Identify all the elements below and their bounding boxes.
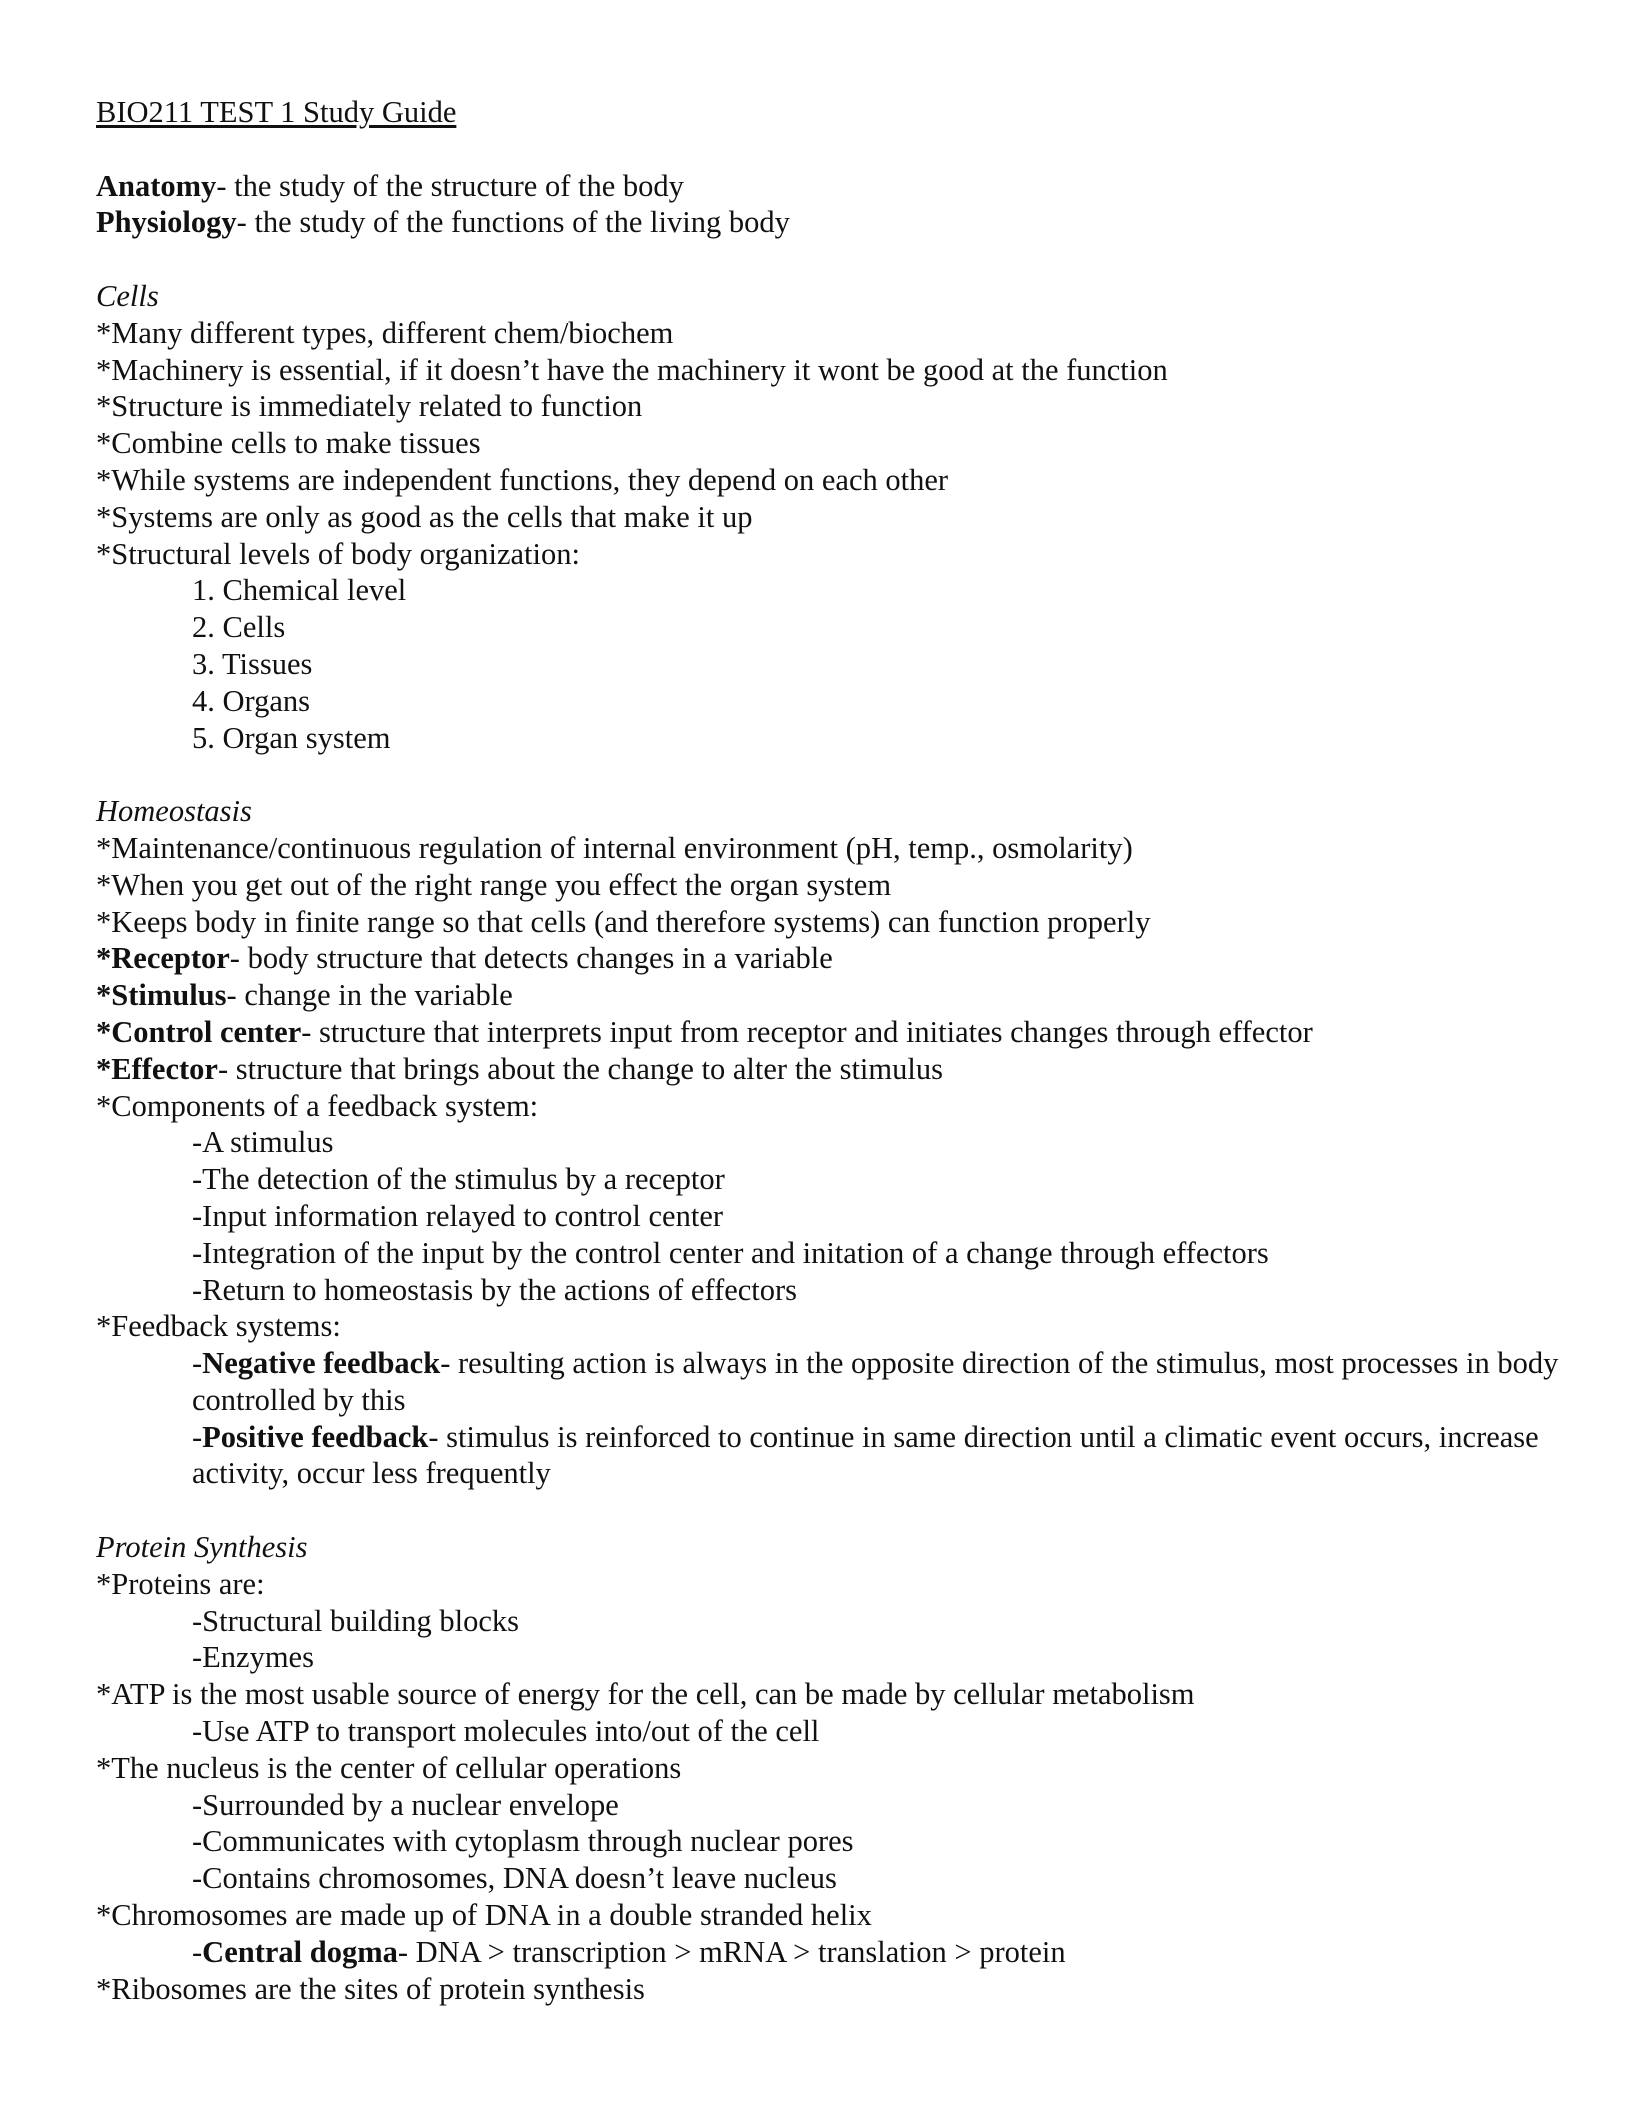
- numbered-item: 4. Organs: [192, 683, 311, 718]
- stimulus-definition: [96, 977, 1544, 1014]
- list-item: *The nucleus is the center of cellular operations: [96, 1750, 682, 1785]
- anatomy-term: Anatomy: [96, 168, 217, 203]
- receptor-definition: [96, 940, 1544, 977]
- physiology-definition: [96, 204, 1544, 241]
- sub-list-item: -Use ATP to transport molecules into/out of the cell: [192, 1714, 820, 1749]
- positive-dash: -: [192, 1419, 203, 1454]
- anatomy-def: - the study of the structure of the body: [216, 168, 684, 203]
- sub-list-item: -Communicates with cytoplasm through nuclear pores: [192, 1824, 854, 1859]
- stimulus-term: *Stimulus: [96, 978, 227, 1013]
- numbered-item: 1. Chemical level: [192, 573, 407, 608]
- positive-feedback-item: [96, 1419, 1612, 1493]
- sub-list-item: -Enzymes: [192, 1640, 314, 1675]
- numbered-item: 2. Cells: [192, 610, 286, 645]
- list-item: *Components of a feedback system:: [96, 1088, 539, 1123]
- list-item: *Many different types, different chem/biochem: [96, 315, 674, 350]
- list-item: *Keeps body in finite range so that cells (and therefore systems) can function properly: [96, 904, 1151, 939]
- positive-feedback-def: - stimulus is reinforced to continue in same direction until a climatic event occurs, increase activity, occur less frequently: [192, 1419, 1539, 1491]
- physiology-def: - the study of the functions of the living body: [236, 205, 790, 240]
- physiology-term: Physiology: [96, 205, 237, 240]
- sub-list-item: -Surrounded by a nuclear envelope: [192, 1787, 619, 1822]
- section-heading-cells: Cells: [96, 278, 159, 313]
- list-item: *Structure is immediately related to function: [96, 389, 643, 424]
- negative-dash: -: [192, 1346, 203, 1381]
- spacer: [96, 1492, 1544, 1529]
- list-item: *While systems are independent functions, they depend on each other: [96, 462, 949, 497]
- control-center-definition: [96, 1014, 1544, 1051]
- list-item: *ATP is the most usable source of energy for the cell, can be made by cellular metabolism: [96, 1677, 1195, 1712]
- list-item: *Combine cells to make tissues: [96, 426, 481, 461]
- central-dogma-item: [96, 1934, 1544, 1971]
- list-item: *Ribosomes are the sites of protein synthesis: [96, 1971, 645, 2006]
- effector-def: - structure that brings about the change to alter the stimulus: [217, 1051, 943, 1086]
- list-item: *Systems are only as good as the cells that make it up: [96, 499, 753, 534]
- list-item: *Maintenance/continuous regulation of internal environment (pH, temp., osmolarity): [96, 830, 1133, 865]
- sub-list-item: -A stimulus: [192, 1125, 334, 1160]
- control-center-term: *Control center: [96, 1014, 302, 1049]
- sub-list-item: -Structural building blocks: [192, 1603, 519, 1638]
- numbered-item: 3. Tissues: [192, 646, 313, 681]
- list-item: *Machinery is essential, if it doesn’t have the machinery it wont be good at the function: [96, 352, 1168, 387]
- dogma-dash: -: [192, 1934, 203, 1969]
- central-dogma-term: Central dogma: [202, 1934, 398, 1969]
- sub-list-item: -Integration of the input by the control center and initation of a change through effectors: [192, 1235, 1269, 1270]
- spacer: [96, 131, 1544, 168]
- negative-feedback-term: Negative feedback: [202, 1346, 441, 1381]
- list-item: *Structural levels of body organization:: [96, 536, 580, 571]
- central-dogma-def: - DNA > transcription > mRNA > translation > protein: [397, 1934, 1066, 1969]
- positive-feedback-term: Positive feedback: [202, 1419, 429, 1454]
- list-item: *Proteins are:: [96, 1566, 265, 1601]
- document-title: BIO211 TEST 1 Study Guide: [96, 95, 457, 129]
- sub-list-item: -Input information relayed to control center: [192, 1198, 724, 1233]
- negative-feedback-def: - resulting action is always in the opposite direction of the stimulus, most processes in body controlled by this: [192, 1346, 1559, 1417]
- negative-feedback-item: [96, 1345, 1612, 1419]
- anatomy-definition: [96, 168, 1544, 205]
- list-item: *When you get out of the right range you effect the organ system: [96, 867, 892, 902]
- spacer: [96, 756, 1544, 793]
- sub-list-item: -Contains chromosomes, DNA doesn’t leave nucleus: [192, 1861, 837, 1896]
- section-heading-protein-synthesis: Protein Synthesis: [96, 1530, 308, 1565]
- effector-definition: [96, 1051, 1544, 1088]
- sub-list-item: -Return to homeostasis by the actions of effectors: [192, 1272, 798, 1307]
- list-item: *Chromosomes are made up of DNA in a double stranded helix: [96, 1898, 872, 1933]
- section-heading-homeostasis: Homeostasis: [96, 794, 252, 829]
- receptor-term: *Receptor: [96, 941, 230, 976]
- list-item: *Feedback systems:: [96, 1309, 341, 1344]
- effector-term: *Effector: [96, 1051, 218, 1086]
- receptor-def: - body structure that detects changes in a variable: [229, 941, 833, 976]
- sub-list-item: -The detection of the stimulus by a receptor: [192, 1162, 725, 1197]
- control-center-def: - structure that interprets input from receptor and initiates changes through effector: [301, 1014, 1313, 1049]
- spacer: [96, 241, 1544, 278]
- numbered-item: 5. Organ system: [192, 720, 391, 755]
- stimulus-def: - change in the variable: [226, 978, 513, 1013]
